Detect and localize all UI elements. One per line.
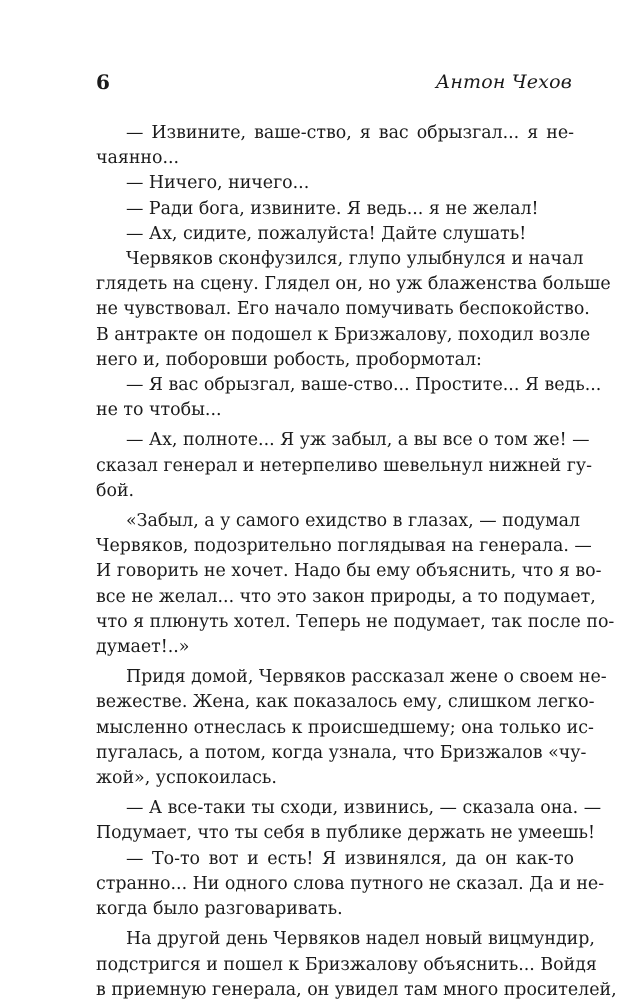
- text-line: Червяков, подозрительно поглядывая на генерала. —: [96, 536, 592, 557]
- text-line: что я плюнуть хотел. Теперь не подумает, так после по-: [96, 611, 615, 632]
- running-head-author: Антон Чехов: [435, 71, 572, 93]
- text-line: чаянно...: [96, 148, 180, 169]
- paragraph: [96, 927, 617, 1003]
- paragraph: [96, 847, 605, 923]
- text-line: Подумает, что ты себя в публике держать не умеешь!: [96, 823, 595, 844]
- page-number: 6: [96, 70, 110, 94]
- paragraph: [96, 121, 574, 171]
- paragraph: [96, 428, 592, 504]
- text-line: странно... Ни одного слова путного не сказал. Да и не-: [96, 873, 605, 894]
- text-line: Червяков сконфузился, глупо улыбнулся и начал: [126, 249, 584, 270]
- paragraph: [96, 509, 615, 660]
- text-line: И говорить не хочет. Надо бы ему объяснить, что я во-: [96, 561, 602, 582]
- text-line: В антракте он подошел к Бризжалову, походил возле: [96, 324, 591, 345]
- text-line: — Ах, сидите, пожалуйста! Дайте слушать!: [126, 223, 527, 244]
- paragraph: [96, 222, 574, 247]
- text-line: — Я вас обрызгал, ваше-ство... Простите... Я ведь...: [126, 375, 602, 396]
- text-line: пугалась, а потом, когда узнала, что Бризжалов «чу-: [96, 742, 587, 763]
- text-line: — Ради бога, извините. Я ведь... я не желал!: [126, 198, 539, 219]
- text-line: в приемную генерала, он увидел там много просителей,: [96, 979, 617, 1000]
- text-line: него и, поборовши робость, пробормотал:: [96, 349, 482, 370]
- paragraph: [96, 665, 607, 791]
- text-line: — А все-таки ты сходи, извинись, — сказала она. —: [126, 798, 602, 819]
- paragraph: [96, 373, 602, 423]
- text-line: глядеть на сцену. Глядел он, но уж блаженства больше: [96, 274, 611, 295]
- text-line: не чувствовал. Его начало помучивать беспокойство.: [96, 299, 590, 320]
- text-line: На другой день Червяков надел новый вицмундир,: [126, 929, 595, 950]
- text-line: все не желал... что это закон природы, а то подумает,: [96, 586, 596, 607]
- text-line: — Ничего, ничего...: [126, 173, 310, 194]
- text-line: — Ах, полноте... Я уж забыл, а вы все о том же! —: [126, 430, 590, 451]
- text-line: сказал генерал и нетерпеливо шевельнул нижней гу-: [96, 455, 592, 476]
- text-line: — То-то вот и есть! Я извинялся, да он как-то: [126, 848, 574, 869]
- text-line: не то чтобы...: [96, 400, 222, 421]
- text-line: мысленно отнеслась к происшедшему; она только ис-: [96, 717, 594, 738]
- text-line: думает!..»: [96, 637, 190, 658]
- text-line: «Забыл, а у самого ехидство в глазах, — подумал: [126, 511, 581, 532]
- body-text: [96, 121, 617, 1003]
- text-line: бой.: [96, 480, 135, 501]
- text-line: — Извините, ваше-ство, я вас обрызгал... я не-: [126, 123, 574, 143]
- paragraph: [96, 796, 602, 846]
- text-line: Придя домой, Червяков рассказал жене о своем не-: [126, 667, 607, 688]
- paragraph: [96, 171, 574, 196]
- paragraph: [96, 197, 574, 222]
- text-line: вежестве. Жена, как показалось ему, слишком легко-: [96, 692, 595, 713]
- text-line: жой», успокоилась.: [96, 768, 277, 789]
- paragraph: [96, 247, 611, 373]
- text-line: подстригся и пошел к Бризжалову объяснить... Войдя: [96, 954, 597, 975]
- text-line: когда было разговаривать.: [96, 899, 343, 920]
